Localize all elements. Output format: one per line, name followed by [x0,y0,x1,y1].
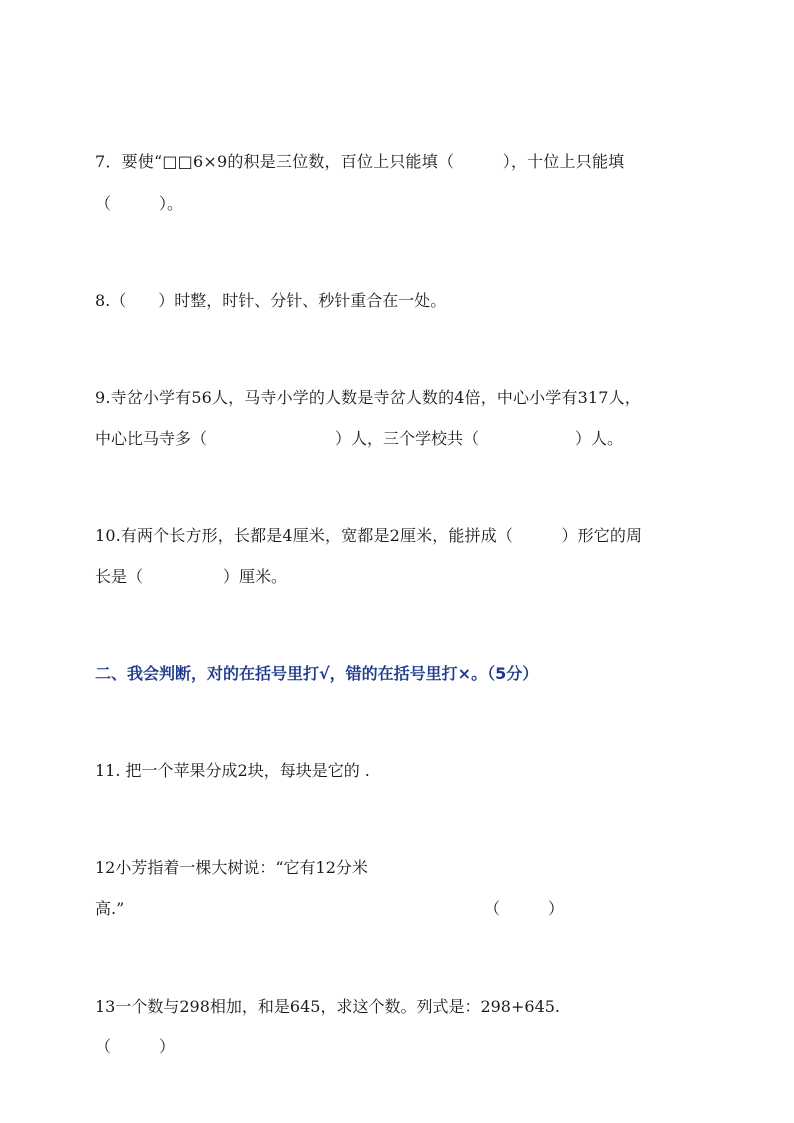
question-13-answer-blank: （ ） [95,1037,176,1056]
question-13-line-1: 13一个数与298相加，和是645，求这个数。列式是：298+645. [95,997,561,1016]
question-10-line-1: 10.有两个长方形，长都是4厘米，宽都是2厘米，能拼成（ ）形它的周 [95,526,643,545]
question-7-line-1: 7．要使“□□6×9的积是三位数，百位上只能填（ ），十位上只能填 [95,152,625,171]
question-9-line-1: 9.寺岔小学有56人，马寺小学的人数是寺岔人数的4倍，中心小学有317人， [95,388,641,407]
question-11-line-1: 11. 把一个苹果分成2块，每块是它的 . [95,761,370,780]
question-8-line-1: 8.（ ）时整，时针、分针、秒针重合在一处。 [95,291,447,310]
section-2-title: 二、我会判断，对的在括号里打√，错的在括号里打×。（5分） [95,664,539,683]
question-9-line-2: 中心比马寺多（ ）人，三个学校共（ ）人。 [95,429,624,448]
question-10-line-2: 长是（ ）厘米。 [95,567,288,586]
question-12-line-2: 高.” [95,899,125,918]
question-7-line-2: （ ）。 [95,194,184,213]
question-12-answer-blank: （ ） [484,899,565,918]
question-12-line-1: 12小芳指着一棵大树说：“它有12分米 [95,858,368,877]
